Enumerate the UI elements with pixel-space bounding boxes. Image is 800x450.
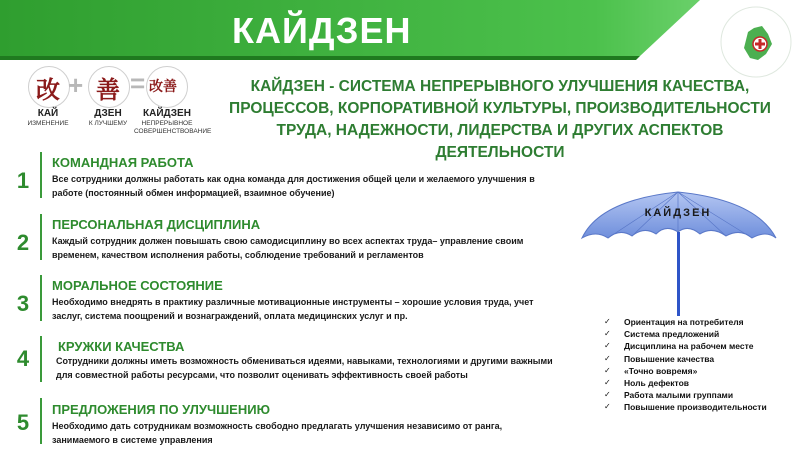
bullet-text: Повышение качества	[624, 353, 715, 364]
item-heading: ПРЕДЛОЖЕНИЯ ПО УЛУЧШЕНИЮ	[52, 402, 270, 417]
bullet-text: Дисциплина на рабочем месте	[624, 341, 754, 352]
bullet-icon: ✓	[604, 341, 611, 351]
list-item	[604, 377, 767, 389]
page-title: КАЙДЗЕН	[232, 10, 412, 51]
kanji-kaizen: 改善	[149, 79, 177, 95]
item-text: Все сотрудники должны работать как одна команда для достижения общей цели и желаемого улучшения в работе (постоянный обмен информацией, взаимное обучение)	[52, 174, 535, 198]
list-item	[604, 316, 767, 328]
bullet-text: Повышение производительности	[624, 402, 767, 413]
item-heading: КРУЖКИ КАЧЕСТВА	[58, 339, 185, 354]
plus-sign: +	[68, 70, 84, 100]
kanji-zen: 善	[96, 75, 120, 104]
item-divider	[40, 214, 42, 260]
kaizen-formula	[22, 66, 212, 136]
bullet-icon: ✓	[604, 317, 611, 326]
item-text: Необходимо внедрять в практику различные мотивационные инструменты – хорошие условия труда, учет заслуг, система поощрений и вознаграждений, оплата медицинских услуг и пр.	[52, 297, 534, 321]
item-number: 2	[16, 230, 30, 255]
item-divider	[40, 275, 42, 321]
equals-sign: =	[130, 68, 146, 98]
bullet-icon: ✓	[604, 329, 611, 339]
umbrella-illustration	[580, 190, 780, 325]
item-number: 1	[16, 168, 30, 193]
bullet-text: Ориентация на потребителя	[624, 317, 744, 327]
item-text: Сотрудники должны иметь возможность обмениваться идеями, навыками, технологиями и другими важными для совместной работы ресурсами, что позволит оценивать эффективность своей работы	[56, 356, 553, 380]
umbrella-label: КАЙДЗЕН	[644, 207, 712, 219]
bullet-text: Работа малыми группами	[624, 390, 734, 401]
item-divider	[40, 152, 42, 198]
item-number: 4	[16, 346, 30, 371]
item-number: 3	[16, 291, 30, 316]
item-divider	[40, 336, 42, 382]
list-item	[604, 340, 767, 352]
bullet-text: Система предложений	[624, 329, 720, 340]
meaning-zen: К ЛУЧШЕМУ	[88, 120, 128, 127]
item-heading: КОМАНДНАЯ РАБОТА	[52, 155, 194, 170]
item-text: Необходимо дать сотрудникам возможность свободно предлагать улучшения независимо от ранга, занимаемого в системе управления	[52, 421, 503, 445]
item-divider	[40, 398, 42, 444]
college-logo	[718, 4, 794, 80]
kanji-kai: 改	[36, 75, 60, 104]
list-item	[604, 365, 767, 377]
list-item	[604, 401, 767, 413]
bullet-icon: ✓	[604, 365, 611, 375]
bullet-icon: ✓	[604, 390, 611, 400]
bullet-text: Ноль дефектов	[624, 377, 690, 388]
item-heading: ПЕРСОНАЛЬНАЯ ДИСЦИПЛИНА	[52, 217, 261, 232]
list-item	[604, 353, 767, 365]
meaning-kaizen-1: НЕПРЕРЫВНОЕ	[141, 120, 193, 127]
word-kai: КАЙ	[37, 108, 59, 119]
list-item	[604, 328, 767, 340]
bullet-text: «Точно вовремя»	[624, 365, 698, 376]
list-item	[604, 389, 767, 401]
bullet-icon: ✓	[604, 353, 611, 363]
item-heading: МОРАЛЬНОЕ СОСТОЯНИЕ	[52, 278, 223, 293]
bullet-icon: ✓	[604, 377, 611, 387]
kaizen-principles-list	[604, 316, 767, 414]
word-kaizen: КАЙДЗЕН	[143, 108, 191, 119]
header-band	[0, 0, 800, 62]
item-number: 5	[16, 410, 30, 435]
word-zen: ДЗЕН	[94, 108, 122, 119]
meaning-kai: ИЗМЕНЕНИЕ	[27, 120, 69, 127]
kaizen-definition: КАЙДЗЕН - СИСТЕМА НЕПРЕРЫВНОГО УЛУЧШЕНИЯ КАЧЕСТВА, ПРОЦЕССОВ, КОРПОРАТИВНОЙ КУЛЬТУРЫ, ПРОИЗВОДИТЕЛЬНОСТИ ТРУДА, НАДЕЖНОСТИ, ЛИДЕРСТВА И ДРУГИХ АСПЕКТОВ ДЕЯТЕЛЬНОСТИ	[229, 78, 771, 161]
bullet-icon: ✓	[604, 402, 611, 412]
item-text: Каждый сотрудник должен повышать свою самодисциплину во всех аспектах труда– управление своим временем, качеством исполнения работы, соблюдение требований и регламентов	[52, 236, 524, 260]
meaning-kaizen-2: СОВЕРШЕНСТВОВАНИЕ	[134, 128, 212, 135]
